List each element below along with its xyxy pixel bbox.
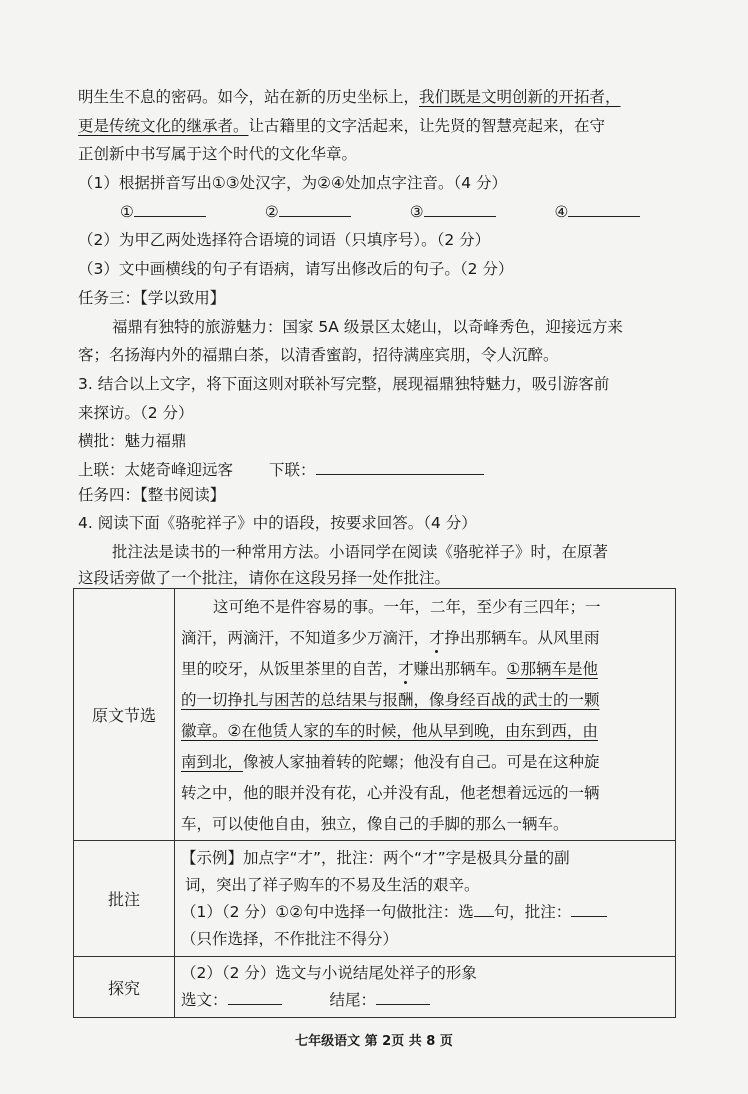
- excerpt-line-5: [181, 716, 669, 747]
- page-footer: 七年级语文 第 2页 共 8 页: [295, 1034, 453, 1049]
- task-3-paragraph-line-1: 福鼎有独特的旅游魅力：国家 5A 级景区太姥山，以奇峰秀色，迎接远方来: [112, 318, 623, 336]
- answer-blank-4[interactable]: [568, 200, 640, 217]
- blank-label-1: ①: [120, 203, 134, 221]
- annotation-example-line-2: 词，突出了祥子购车的不易及生活的艰辛。: [185, 875, 480, 894]
- couplet-row: [78, 458, 484, 481]
- annotation-question-b: 句，批注：: [493, 902, 572, 921]
- exploration-cell: [175, 957, 676, 1018]
- task-3-paragraph-line-2: 客；名扬海内外的福鼎白茶，以清香蜜韵，招待满座宾朋，令人沉醉。: [78, 346, 559, 364]
- annotation-note: （只作选择，不作批注不得分）: [181, 929, 399, 948]
- sentence-choice-blank[interactable]: [474, 900, 494, 917]
- excerpt-line-2: [181, 623, 669, 654]
- couplet-xialian-label: 下联：: [269, 461, 316, 479]
- table-row-annotation: [74, 841, 676, 957]
- annotation-example-line-1: 【示例】加点字“才”，批注：两个“才”字是极具分量的副: [181, 848, 570, 867]
- excerpt-line-6-b: 像被人家抽着转的陀螺；他没有自己。可是在这种旋: [243, 753, 600, 771]
- annotation-cell: [175, 841, 676, 957]
- couplet-xialian-blank[interactable]: [316, 458, 484, 475]
- label-annotation: 批注: [74, 841, 175, 957]
- excerpt-line-8: 车，可以使他自由，独立，像自己的手脚的那么一辆车。: [181, 815, 569, 833]
- excerpt-line-4: 的一切挣扎与困苦的总结果与报酬，像身经百战的武士的一颗: [181, 691, 600, 709]
- question-3-main-line-1: 3. 结合以上文字，将下面这则对联补写完整，展现福鼎独特魅力，吸引游客前: [78, 375, 610, 393]
- task-4-title: 任务四：【整书阅读】: [78, 486, 226, 504]
- annotation-answer-blank[interactable]: [571, 900, 607, 917]
- intro-line-2: [78, 115, 605, 137]
- excerpt-cell: [175, 589, 676, 841]
- underlined-sentence-part-1: 我们既是文明创新的开拓者，: [419, 88, 621, 106]
- excerpt-line-2-a: 滴汗，两滴汗，不知道多少万滴汗，: [181, 629, 430, 647]
- intro-line-1: [78, 86, 621, 108]
- label-exploration: 探究: [74, 957, 175, 1018]
- annotation-question-line: [181, 899, 669, 926]
- intro-line-2-b: 让古籍里的文字活起来，让先贤的智慧亮起来，在守: [248, 117, 606, 135]
- excerpt-line-3-a: 里的咬牙，从饭里茶里的自苦，: [181, 660, 399, 678]
- excerpt-answer-label: 选文：: [181, 991, 228, 1009]
- excerpt-line-3: [181, 654, 669, 685]
- question-4: 4. 阅读下面《骆驼祥子》中的语段，按要求回答。（4 分）: [78, 514, 477, 532]
- excerpt-line-2-b: 挣出那辆车。从风里雨: [444, 629, 600, 647]
- blank-label-2: ②: [264, 203, 279, 221]
- label-excerpt: 原文节选: [74, 589, 175, 841]
- excerpt-line-1: 这可绝不是件容易的事。一年，二年，至少有三四年；一: [213, 598, 601, 616]
- couplet-hengpi: 横批：魅力福鼎: [78, 432, 187, 450]
- exploration-question: （2）（2 分）选文与小说结尾处祥子的形象: [181, 964, 477, 982]
- task-4-paragraph-line-1: 批注法是读书的一种常用方法。小语同学在阅读《骆驼祥子》时，在原著: [112, 543, 609, 561]
- answer-blank-2[interactable]: [279, 200, 351, 217]
- task-3-title: 任务三：【学以致用】: [78, 289, 226, 307]
- sentence-2-start: ②在他赁人家的车的时候，他从早到晚，由东到西，由: [227, 722, 598, 740]
- excerpt-answer-blank[interactable]: [228, 988, 282, 1005]
- intro-line-3: 正创新中书写属于这个时代的文化华章。: [78, 145, 358, 163]
- answer-blank-3[interactable]: [424, 200, 496, 217]
- blank-label-4: ④: [554, 203, 569, 221]
- excerpt-line-6: [181, 747, 669, 778]
- couplet-shanglian: 上联：太姥奇峰迎远客: [78, 461, 234, 479]
- dotted-char-cai-2: 才: [398, 660, 414, 678]
- ending-answer-blank[interactable]: [376, 988, 430, 1005]
- sentence-1-start: ①那辆车是他: [506, 660, 598, 678]
- table-row-excerpt: [74, 589, 676, 841]
- annotation-table: [73, 588, 676, 1018]
- answer-blanks-row: [120, 200, 640, 223]
- underlined-sentence-part-2: 更是传统文化的继承者。: [78, 117, 249, 135]
- excerpt-line-7: 转之中，他的眼并没有花，心并没有乱，他老想着远远的一辆: [181, 784, 600, 802]
- blank-label-3: ③: [409, 203, 424, 221]
- intro-line-1-a: 明生生不息的密码。如今，站在新的历史坐标上，: [78, 88, 420, 106]
- ending-answer-label: 结尾：: [329, 991, 377, 1009]
- table-row-exploration: [74, 957, 676, 1018]
- excerpt-line-3-b: 赚出那辆车。: [413, 660, 507, 678]
- answer-blank-1[interactable]: [134, 200, 206, 217]
- dotted-char-cai-1: 才: [429, 629, 445, 647]
- task-4-paragraph-line-2: 这段话旁做了一个批注，请你在这段另择一处作批注。: [78, 569, 451, 587]
- question-1: （1）根据拼音写出①③处汉字，为②④处加点字注音。（4 分）: [78, 174, 507, 192]
- exploration-answer-row: [181, 987, 669, 1014]
- question-3: （3）文中画横线的句子有语病，请写出修改后的句子。（2 分）: [78, 260, 514, 278]
- question-2: （2）为甲乙两处选择符合语境的词语（只填序号）。（2 分）: [78, 231, 491, 249]
- sentence-2-end: 南到北，: [181, 753, 244, 771]
- question-3-main-line-2: 来探访。（2 分）: [78, 404, 194, 422]
- sentence-1-end: 徽章。: [181, 722, 228, 740]
- annotation-question-a: （1）（2 分）①②句中选择一句做批注：选: [181, 902, 474, 921]
